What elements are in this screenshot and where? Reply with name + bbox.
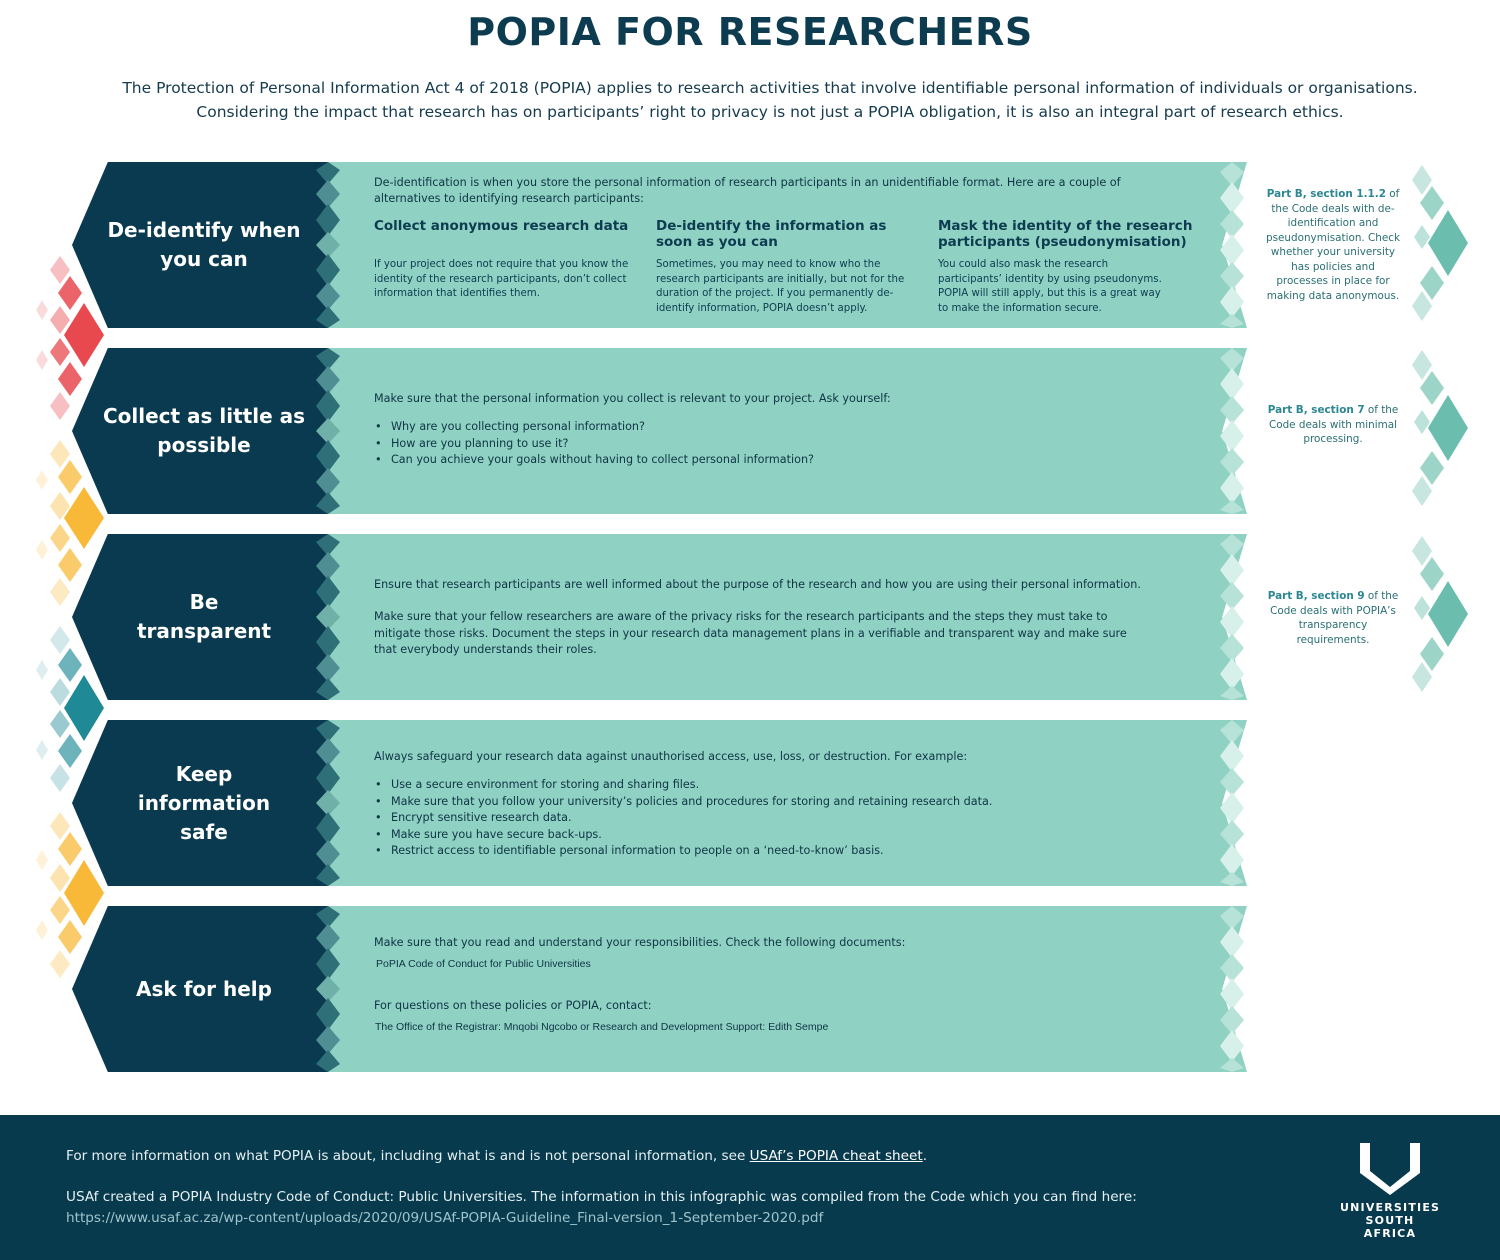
list-item: • How are you planning to use it? xyxy=(374,436,1174,453)
section-intro: Make sure that the personal information you collect is relevant to your project. Ask yourself: xyxy=(374,392,891,405)
question-list xyxy=(374,419,1174,469)
code-reference-bold: Part B, section 9 xyxy=(1267,590,1365,602)
list-item: • Make sure you have secure back-ups. xyxy=(374,827,1174,844)
section-intro: Make sure that you read and understand your responsibilities. Check the following documents: xyxy=(374,936,906,949)
column-anonymous-data xyxy=(374,218,629,234)
safeguard-list xyxy=(374,777,1174,860)
mint-diamond-cluster-1 xyxy=(1412,165,1468,321)
section-heading: Ask for help xyxy=(136,976,272,1001)
section-heading: Be transparent xyxy=(136,590,272,643)
logo-text-line-2: SOUTH AFRICA xyxy=(1363,1214,1417,1240)
page-title: POPIA FOR RESEARCHERS xyxy=(467,10,1033,54)
code-reference-bold: Part B, section 1.1.2 xyxy=(1266,188,1386,200)
footer-line-1-end: . xyxy=(922,1148,928,1164)
column-title: Collect anonymous research data xyxy=(374,218,629,234)
section-keep-safe xyxy=(72,720,1247,886)
zigzag-divider-right xyxy=(1212,720,1252,886)
list-item: • Why are you collecting personal information? xyxy=(374,419,1174,436)
section-heading: De-identify when you can xyxy=(107,218,301,271)
section-band xyxy=(328,906,1247,1072)
right-diamond-decoration xyxy=(1400,0,1500,720)
list-item: • Encrypt sensitive research data. xyxy=(374,810,1174,827)
code-reference-note xyxy=(1265,403,1401,447)
code-reference-text: of the Code deals with minimal processing. xyxy=(1268,404,1399,445)
footer-line-2: USAf created a POPIA Industry Code of Conduct: Public Universities. The information in this infographic was compiled from the Code which you can find here: xyxy=(66,1189,1137,1205)
section-paragraph-2: Make sure that your fellow researchers are aware of the privacy risks for the research participants and the steps they must take to mitigate those risks. Document the steps in your research data management plans in a verifiable and transparent way and make sure that everybody understands their roles. xyxy=(374,610,1127,656)
mint-diamond-cluster-3 xyxy=(1412,536,1468,692)
list-item: • Can you achieve your goals without having to collect personal information? xyxy=(374,452,1174,469)
document-link[interactable]: PoPIA Code of Conduct for Public Universities xyxy=(376,958,591,970)
column-pseudonymisation xyxy=(938,218,1193,250)
section-intro: De-identification is when you store the personal information of research participants in an unidentifiable format. Here are a couple of alternatives to identifying research participants: xyxy=(374,176,1121,205)
zigzag-divider xyxy=(304,906,352,1072)
section-collect-little xyxy=(72,348,1247,514)
contact-intro: For questions on these policies or POPIA, contact: xyxy=(374,999,652,1012)
list-item: • Restrict access to identifiable personal information to people on a ‘need-to-know’ basis. xyxy=(374,843,1174,860)
footer xyxy=(0,1115,1500,1260)
zigzag-divider-right xyxy=(1212,534,1252,700)
zigzag-divider xyxy=(304,720,352,886)
mint-diamond-cluster-2 xyxy=(1412,350,1468,506)
section-heading: Collect as little as possible xyxy=(102,404,306,457)
footer-line-1-text: For more information on what POPIA is about, including what is and is not personal information, see xyxy=(66,1148,750,1164)
column-text: If your project does not require that you know the identity of the research participants, don’t collect information that identifies them. xyxy=(374,259,629,299)
cheat-sheet-link[interactable]: USAf’s POPIA cheat sheet xyxy=(749,1148,923,1164)
column-title: Mask the identity of the research participants (pseudonymisation) xyxy=(938,218,1193,250)
logo-text-line-1: UNIVERSITIES xyxy=(1340,1201,1441,1214)
zigzag-divider xyxy=(304,348,352,514)
section-intro: Always safeguard your research data against unauthorised access, use, loss, or destruction. For example: xyxy=(374,750,968,763)
intro-paragraph: The Protection of Personal Information Act 4 of 2018 (POPIA) applies to research activities that involve identifiable personal information of individuals or organisations. Considering the impact that research has on participants’ right to privacy is not just a POPIA obligation, it is also an integral part of research ethics. xyxy=(122,79,1418,121)
zigzag-divider xyxy=(304,162,352,328)
column-deidentify-soon xyxy=(656,218,911,250)
usaf-logo-icon xyxy=(1340,1141,1440,1197)
section-paragraph-1: Ensure that research participants are well informed about the purpose of the research and how you are using their personal information. xyxy=(374,578,1141,591)
code-reference-note xyxy=(1265,589,1401,647)
code-reference-bold: Part B, section 7 xyxy=(1267,404,1365,416)
code-reference-text: of the Code deals with de-identification and pseudonymisation. Check whether your university has policies and processes in place for making data anonymous. xyxy=(1266,188,1400,302)
column-text: You could also mask the research participants’ identity by using pseudonyms. POPIA will still apply, but this is a great way to make the information secure. xyxy=(938,259,1162,314)
code-reference-text: of the Code deals with POPIA’s transparency requirements. xyxy=(1270,590,1399,646)
column-text: Sometimes, you may need to know who the research participants are initially, but not for the duration of the project. If you permanently de-identify information, POPIA doesn’t apply. xyxy=(656,259,905,314)
column-title: De-identify the information as soon as you can xyxy=(656,218,887,250)
code-url-link[interactable]: https://www.usaf.ac.za/wp-content/uploads/2020/09/USAf-POPIA-Guideline_Final-version_1-September-2020.pdf xyxy=(66,1210,824,1226)
zigzag-divider-right xyxy=(1212,162,1252,328)
section-transparent xyxy=(72,534,1247,700)
zigzag-divider xyxy=(304,534,352,700)
section-heading: Keep information safe xyxy=(137,761,271,844)
contact-details: The Office of the Registrar: Mnqobi Ngcobo or Research and Development Support: Edith Sempe xyxy=(375,1021,829,1033)
zigzag-divider-right xyxy=(1212,906,1252,1072)
list-item: • Use a secure environment for storing and sharing files. xyxy=(374,777,1174,794)
code-reference-note xyxy=(1265,187,1401,303)
list-item: • Make sure that you follow your university’s policies and procedures for storing and retaining research data. xyxy=(374,794,1174,811)
usaf-logo xyxy=(1340,1141,1440,1240)
section-ask-help xyxy=(72,906,1247,1072)
footer-line-1 xyxy=(66,1148,927,1164)
section-deidentify xyxy=(72,162,1247,328)
zigzag-divider-right xyxy=(1212,348,1252,514)
